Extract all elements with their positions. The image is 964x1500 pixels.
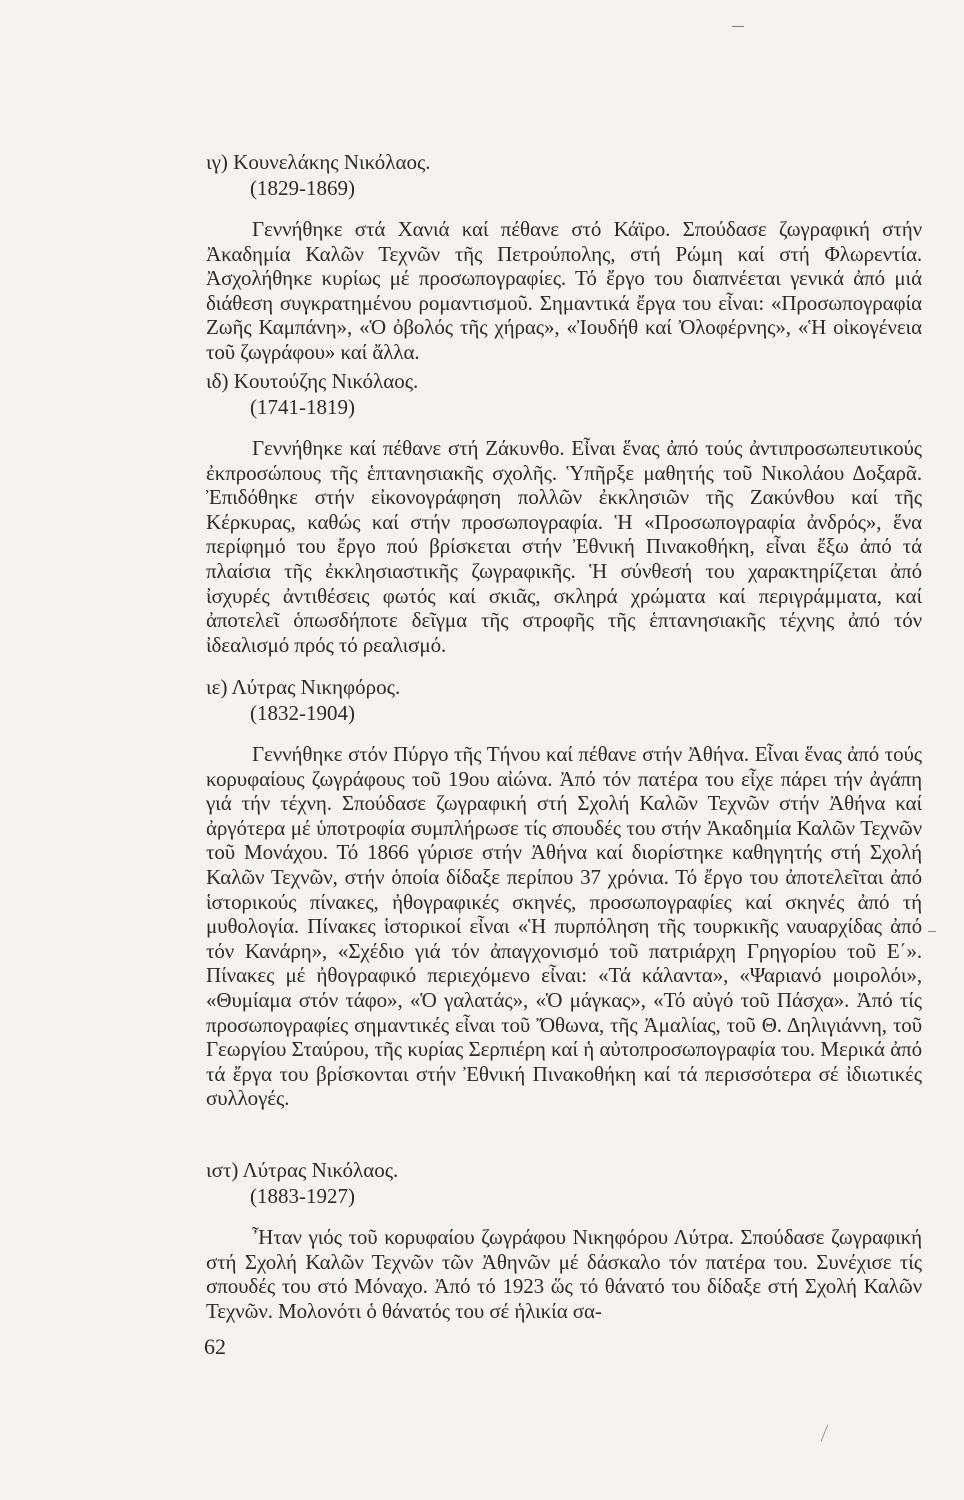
entry-heading: ιδ) Κουτούζης Νικόλαος.: [206, 369, 419, 393]
scan-mark: [928, 931, 936, 932]
biography-entry: [206, 149, 922, 365]
entry-years: (1832-1904): [250, 701, 355, 725]
biography-entry: [206, 1157, 922, 1323]
entry-heading: ιε) Λύτρας Νικηφόρος.: [206, 675, 401, 699]
entry-heading: ιστ) Λύτρας Νικόλαος.: [206, 1158, 399, 1182]
entry-years: (1829-1869): [250, 176, 355, 200]
entry-years: (1741-1819): [250, 395, 355, 419]
scan-mark: [821, 1424, 829, 1441]
biography-entry: [206, 674, 922, 1111]
page-number: 62: [204, 1334, 226, 1359]
scan-mark: [732, 26, 744, 27]
entry-years: (1883-1927): [250, 1184, 355, 1208]
entry-body: Γεννήθηκε στόν Πύργο τῆς Τήνου καί πέθανε στήν Ἀθήνα. Εἶναι ἕνας ἀπό τούς κορυφαίους ζωγράφους τοῦ 19ου αἰώνα. Ἀπό τόν πατέρα του εἶχε πάρει τήν ἀγάπη γιά τήν τέχνη. Σπούδασε ζωγραφική στή Σχολή Καλῶν Τεχνῶν στήν Ἀθήνα καί ἀργότερα μέ ὑποτροφία συμπλήρωσε τίς σπουδές του στήν Ἀκαδημία Καλῶν Τεχνῶν τοῦ Μονάχου. Τό 1866 γύρισε στήν Ἀθήνα καί διορίστηκε καθηγητής στή Σχολή Καλῶν Τεχνῶν, στήν ὁποία δίδαξε περίπου 37 χρόνια. Τό ἔργο του ἀποτελεῖται ἀπό ἱστορικούς πίνακες, ἠθογραφικές σκηνές, προσωπογραφίες καί σκηνές ἀπό τή μυθολογία. Πίνακες ἱστορικοί εἶναι «Ἡ πυρπόληση τῆς τουρκικῆς ναυαρχίδας ἀπό τόν Κανάρη», «Σχέδιο γιά τόν ἀπαγχονισμό τοῦ πατριάρχη Γρηγορίου τοῦ Ε΄». Πίνακες μέ ἠθογραφικό περιεχόμενο εἶναι: «Τά κάλαντα», «Ψαριανό μοιρολόι», «Θυμίαμα στόν τάφο», «Ὁ γαλατάς», «Ὁ μάγκας», «Τό αὐγό τοῦ Πάσχα». Ἀπό τίς προσωπογραφίες σημαντικές εἶναι τοῦ Ὄθωνα, τῆς Ἀμαλίας, τοῦ Θ. Δηλιγιάννη, τοῦ Γεωργίου Σταύρου, τῆς κυρίας Σερπιέρη καί ἡ αὐτοπροσωπογραφία του. Μερικά ἀπό τά ἔργα του βρίσκονται στήν Ἐθνική Πινακοθήκη καί τά περισσότερα σέ ἰδιωτικές συλλογές.: [206, 742, 922, 1111]
entry-body: Γεννήθηκε στά Χανιά καί πέθανε στό Κάϊρο. Σπούδασε ζωγραφική στήν Ἀκαδημία Καλῶν Τεχνῶν τῆς Πετρούπολης, στή Ρώμη καί στή Φλωρεντία. Ἀσχολήθηκε κυρίως μέ προσωπογραφίες. Τό ἔργο του διαπνέεται γενικά ἀπό μιά διάθεση συγκρατημένου ρομαντισμοῦ. Σημαντικά ἔργα του εἶναι: «Προσωπογραφία Ζωῆς Καμπάνη», «Ὁ ὀβολός τῆς χήρας», «Ἰουδήθ καί Ὀλοφέρνης», «Ἡ οἰκογένεια τοῦ ζωγράφου» καί ἄλλα.: [206, 217, 922, 364]
entry-body: Ἦταν γιός τοῦ κορυφαίου ζωγράφου Νικηφόρου Λύτρα. Σπούδασε ζωγραφική στή Σχολή Καλῶν Τεχνῶν τῶν Ἀθηνῶν μέ δάσκαλο τόν πατέρα του. Συνέχισε τίς σπουδές του στό Μόναχο. Ἀπό τό 1923 ὥς τό θάνατό του δίδαξε στή Σχολή Καλῶν Τεχνῶν. Μολονότι ὁ θάνατός του σέ ἡλικία σα-: [206, 1225, 922, 1323]
biography-entry: [206, 368, 922, 657]
entry-heading: ιγ) Κουνελάκης Νικόλαος.: [206, 150, 431, 174]
entry-body: Γεννήθηκε καί πέθανε στή Ζάκυνθο. Εἶναι ἕνας ἀπό τούς ἀντιπροσωπευτικούς ἐκπροσώπους τῆς ἑπτανησιακῆς σχολῆς. Ὑπῆρξε μαθητής τοῦ Νικολάου Δοξαρᾶ. Ἐπιδόθηκε στήν εἰκονογράφηση πολλῶν ἐκκλησιῶν τῆς Ζακύνθου καί τῆς Κέρκυρας, καθώς καί στήν προσωπογραφία. Ἡ «Προσωπογραφία ἀνδρός», ἕνα περίφημό του ἔργο πού βρίσκεται στήν Ἐθνική Πινακοθήκη, εἶναι ἔξω ἀπό τά πλαίσια τῆς ἐκκλησιαστικῆς ζωγραφικῆς. Ἡ σύνθεσή του χαρακτηρίζεται ἀπό ἰσχυρές ἀντιθέσεις φωτός καί σκιᾶς, σκληρά χρώματα καί περιγράμματα, καί ἀποτελεῖ ὁπωσδήποτε δεῖγμα τῆς στροφῆς τῆς ἑπτανησιακῆς τέχνης ἀπό τόν ἰδεαλισμό πρός τό ρεαλισμό.: [206, 436, 922, 657]
